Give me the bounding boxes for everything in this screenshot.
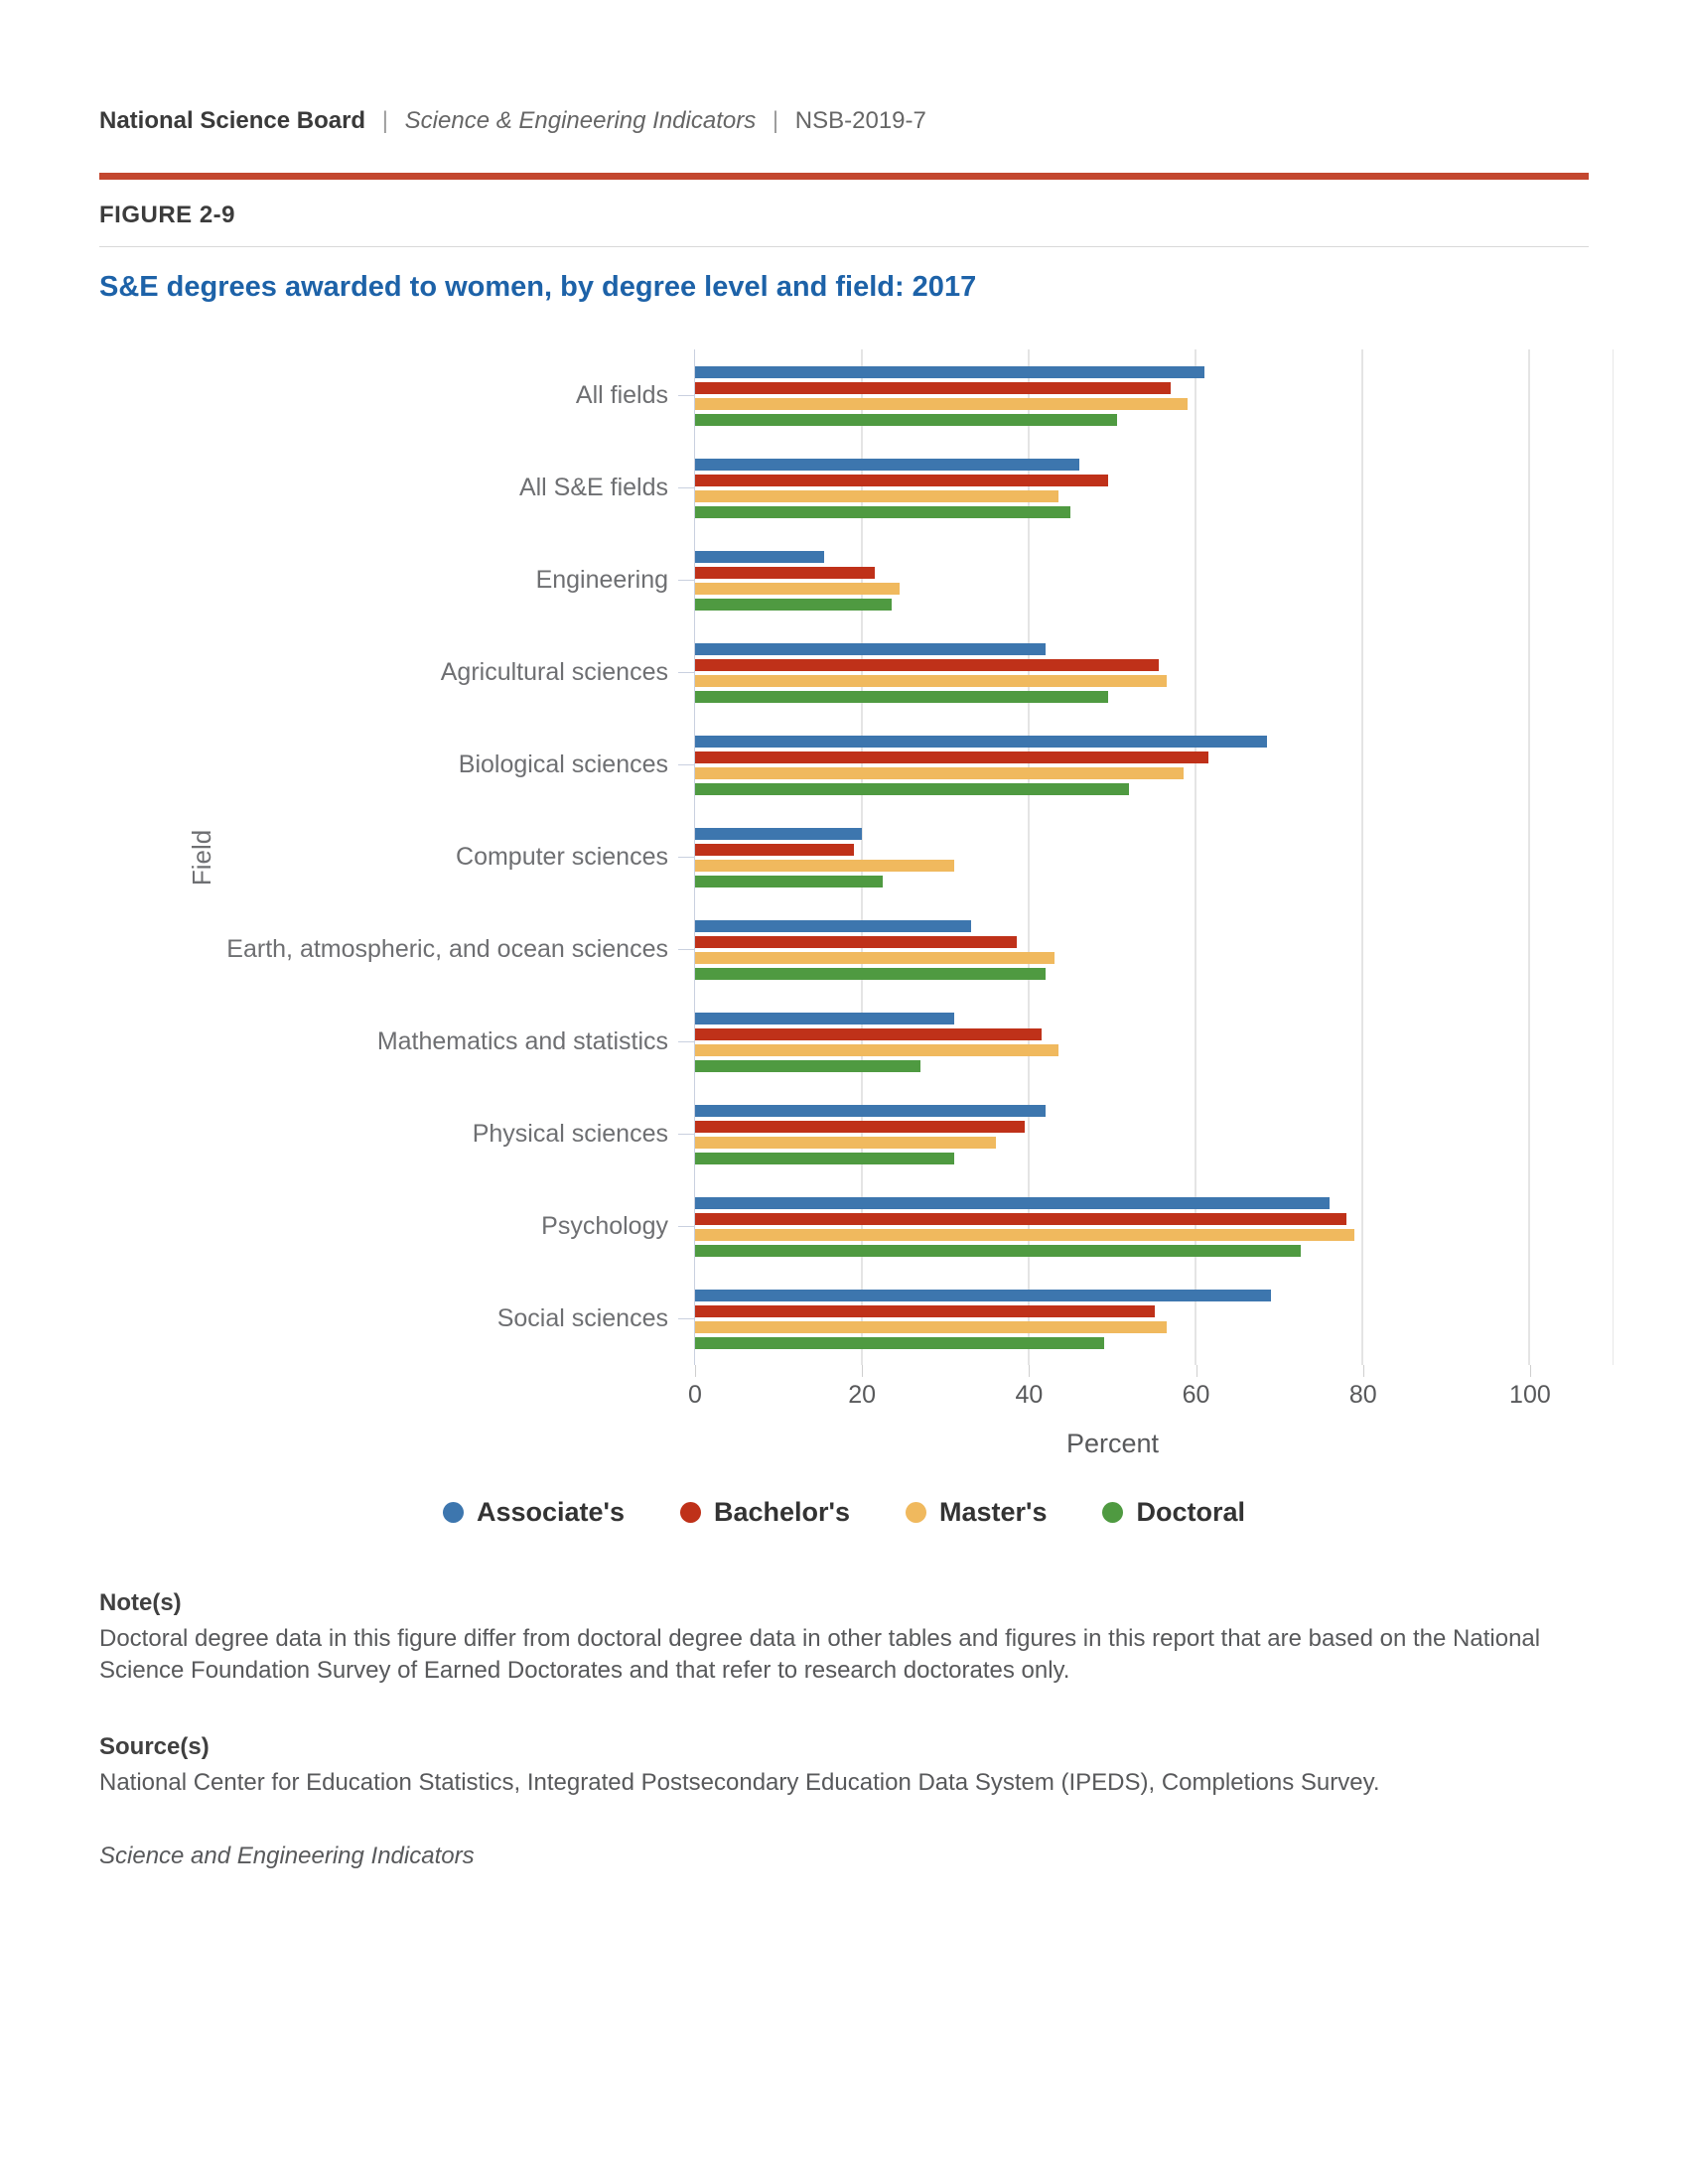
bar-bachelors [695, 1305, 1155, 1317]
field-label-text: Engineering [535, 566, 668, 594]
field-label [99, 935, 695, 964]
bar-masters [695, 490, 1058, 502]
bar-masters [695, 583, 900, 595]
bar-group [695, 1180, 1614, 1273]
legend-marker-circle [443, 1502, 464, 1523]
bar-associates [695, 366, 1204, 378]
figure-title: S&E degrees awarded to women, by degree level and field: 2017 [99, 271, 977, 303]
bar-doctoral [695, 506, 1070, 518]
bar-chart [99, 349, 1589, 1528]
field-row [99, 349, 1589, 442]
field-row [99, 1273, 1589, 1365]
field-row [99, 442, 1589, 534]
field-label-text: All S&E fields [518, 474, 668, 501]
bar-doctoral [695, 691, 1108, 703]
bar-doctoral [695, 1060, 920, 1072]
field-label [99, 1027, 695, 1056]
x-tick-mark [1029, 1365, 1030, 1377]
bar-group [695, 719, 1614, 811]
bar-bachelors [695, 936, 1017, 948]
report-footer: Science and Engineering Indicators [99, 1843, 475, 1870]
field-label-text: Biological sciences [458, 751, 668, 778]
bar-bachelors [695, 382, 1171, 394]
bar-doctoral [695, 599, 892, 611]
field-row [99, 719, 1589, 811]
x-tick-label: 100 [1509, 1381, 1551, 1409]
category-tick [678, 949, 695, 950]
field-label-text: Psychology [541, 1212, 668, 1240]
bar-doctoral [695, 1245, 1301, 1257]
bar-group [695, 1088, 1614, 1180]
field-row [99, 996, 1589, 1088]
x-tick-label: 0 [688, 1381, 702, 1409]
bar-associates [695, 551, 824, 563]
legend-label: Bachelor's [714, 1497, 850, 1527]
legend-item-bachelors[interactable] [680, 1497, 850, 1528]
sources-section [99, 1733, 1569, 1799]
bar-group [695, 903, 1614, 996]
field-label [99, 843, 695, 872]
field-label-text: Social sciences [496, 1304, 668, 1332]
bar-associates [695, 736, 1267, 748]
bar-masters [695, 952, 1055, 964]
bar-group [695, 1273, 1614, 1365]
header-separator: | [381, 107, 388, 134]
x-tick-mark [1363, 1365, 1364, 1377]
bar-bachelors [695, 475, 1108, 486]
field-label [99, 381, 695, 410]
x-tick-label: 60 [1182, 1381, 1210, 1409]
notes-body: Doctoral degree data in this figure differ from doctoral degree data in other tables and figures in this report that are based on the National Science Foundation Survey of Earned Doctorates and that refer to research doctorates only. [99, 1625, 1541, 1685]
bar-doctoral [695, 968, 1046, 980]
field-row [99, 811, 1589, 903]
plot-area [99, 349, 1589, 1365]
sources-heading: Source(s) [99, 1732, 210, 1760]
legend-marker-circle [906, 1502, 926, 1523]
legend-label: Master's [938, 1497, 1048, 1527]
category-tick [678, 1318, 695, 1319]
bar-associates [695, 459, 1079, 471]
field-label [99, 1212, 695, 1241]
field-label [99, 1120, 695, 1149]
field-label-text: All fields [575, 381, 668, 409]
bar-doctoral [695, 1337, 1104, 1349]
legend-label: Associate's [476, 1497, 625, 1527]
header-separator: | [772, 107, 779, 134]
x-tick-label: 40 [1015, 1381, 1044, 1409]
x-tick-mark [1196, 1365, 1197, 1377]
field-label [99, 1304, 695, 1333]
bar-bachelors [695, 659, 1159, 671]
field-label [99, 658, 695, 687]
header-publication: Science & Engineering Indicators [404, 107, 757, 134]
x-tick-mark [695, 1365, 696, 1377]
x-tick-mark [1530, 1365, 1531, 1377]
bar-masters [695, 398, 1188, 410]
x-tick-mark [862, 1365, 863, 1377]
bar-bachelors [695, 844, 854, 856]
document-header [99, 107, 1589, 135]
header-brand: National Science Board [99, 107, 366, 134]
chart-legend [99, 1497, 1589, 1528]
figure-number: FIGURE 2-9 [99, 202, 236, 228]
category-tick [678, 1226, 695, 1227]
bar-associates [695, 1197, 1330, 1209]
x-axis-ticks [695, 1365, 1614, 1379]
field-label-text: Physical sciences [472, 1120, 668, 1148]
bar-bachelors [695, 1121, 1025, 1133]
category-tick [678, 764, 695, 765]
field-label [99, 474, 695, 502]
legend-item-doctoral[interactable] [1102, 1497, 1245, 1528]
legend-label: Doctoral [1136, 1497, 1245, 1527]
x-tick-label: 20 [848, 1381, 877, 1409]
bar-masters [695, 1044, 1058, 1056]
field-row [99, 626, 1589, 719]
field-label [99, 751, 695, 779]
legend-marker-circle [680, 1502, 701, 1523]
bar-bachelors [695, 567, 875, 579]
bar-doctoral [695, 783, 1129, 795]
field-label-text: Earth, atmospheric, and ocean sciences [226, 935, 668, 963]
legend-item-masters[interactable] [906, 1497, 1047, 1528]
field-row [99, 903, 1589, 996]
bar-masters [695, 1321, 1167, 1333]
bar-associates [695, 920, 971, 932]
bar-doctoral [695, 876, 883, 887]
bar-associates [695, 828, 862, 840]
field-label-text: Agricultural sciences [440, 658, 668, 686]
bar-group [695, 349, 1614, 442]
bar-masters [695, 1229, 1354, 1241]
bar-doctoral [695, 1153, 954, 1164]
category-tick [678, 672, 695, 673]
legend-item-associates[interactable] [443, 1497, 625, 1528]
category-tick [678, 395, 695, 396]
bar-group [695, 534, 1614, 626]
bar-associates [695, 1013, 954, 1024]
field-row [99, 1180, 1589, 1273]
field-row [99, 1088, 1589, 1180]
y-axis-title: Field [187, 829, 216, 886]
bar-group [695, 626, 1614, 719]
accent-divider [99, 173, 1589, 180]
x-axis-title: Percent [1065, 1429, 1160, 1458]
bar-doctoral [695, 414, 1117, 426]
bar-group [695, 811, 1614, 903]
category-tick [678, 857, 695, 858]
field-label [99, 566, 695, 595]
bar-masters [695, 1137, 996, 1149]
category-tick [678, 487, 695, 488]
bar-bachelors [695, 1213, 1346, 1225]
bar-bachelors [695, 1028, 1042, 1040]
bar-bachelors [695, 751, 1208, 763]
divider [99, 246, 1589, 247]
field-label-text: Mathematics and statistics [376, 1027, 668, 1055]
bar-associates [695, 1290, 1271, 1301]
notes-heading: Note(s) [99, 1589, 182, 1616]
category-tick [678, 1041, 695, 1042]
bar-group [695, 442, 1614, 534]
bar-masters [695, 767, 1184, 779]
x-axis-tick-labels [688, 1381, 1614, 1413]
bar-group [695, 996, 1614, 1088]
legend-marker-circle [1102, 1502, 1123, 1523]
bar-groups [99, 349, 1589, 1365]
field-row [99, 534, 1589, 626]
header-report-code: NSB-2019-7 [794, 107, 926, 134]
category-tick [678, 580, 695, 581]
field-label-text: Computer sciences [456, 843, 668, 871]
bar-associates [695, 1105, 1046, 1117]
sources-body: National Center for Education Statistics, Integrated Postsecondary Education Data System (IPEDS), Completions Survey. [99, 1768, 1380, 1796]
bar-associates [695, 643, 1046, 655]
notes-section [99, 1589, 1569, 1688]
category-tick [678, 1134, 695, 1135]
bar-masters [695, 860, 954, 872]
bar-masters [695, 675, 1167, 687]
x-tick-label: 80 [1348, 1381, 1377, 1409]
